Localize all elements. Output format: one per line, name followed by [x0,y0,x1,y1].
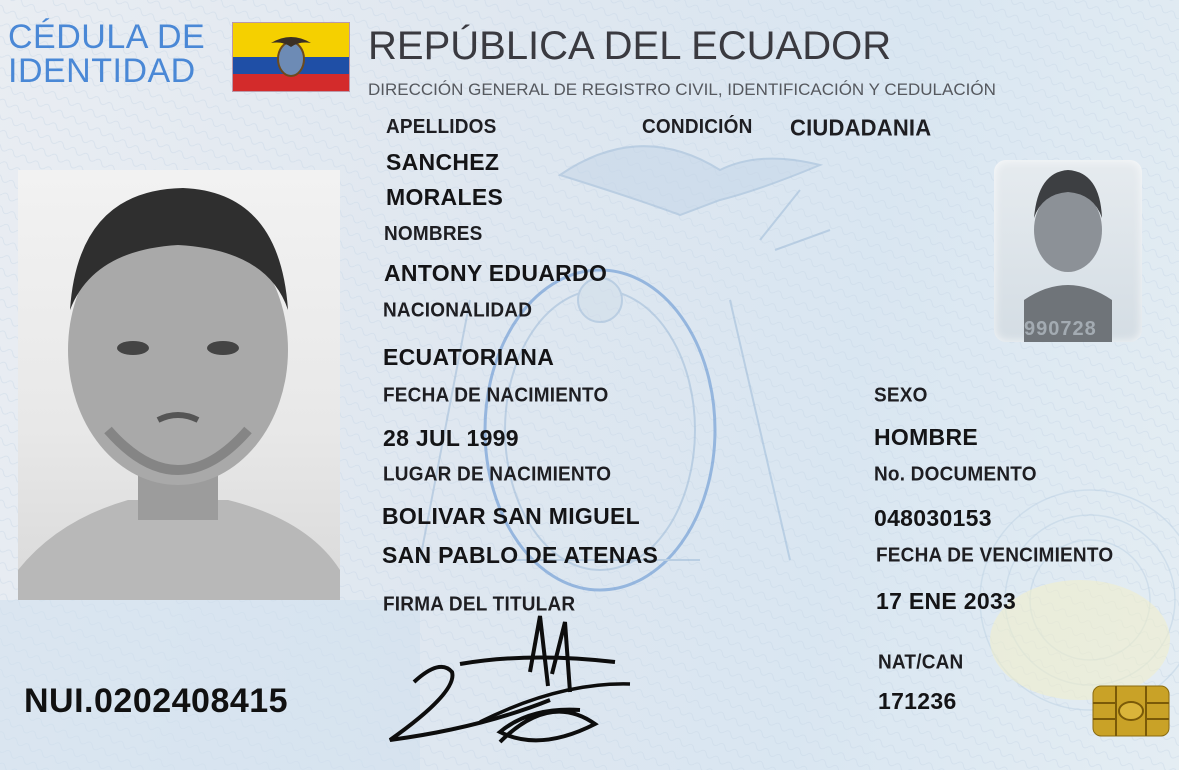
birth-place-line-2: SAN PABLO DE ATENAS [382,542,659,568]
sex-value: HOMBRE [874,424,979,450]
surnames-label: APELLIDOS [386,116,497,139]
birth-place-line-1: BOLIVAR SAN MIGUEL [382,503,640,529]
ghost-photo [994,160,1142,342]
expiry-value: 17 ENE 2033 [876,588,1017,614]
holder-signature [380,612,650,752]
portrait-image [18,170,340,600]
country-name: REPÚBLICA DEL ECUADOR [368,24,892,68]
flag-emblem-icon [233,23,349,91]
nationality-value: ECUATORIANA [383,344,555,370]
surname-2: MORALES [386,184,504,210]
holder-photo [18,170,340,600]
nationality-label: NACIONALIDAD [383,299,533,322]
document-type-title: CÉDULA DE IDENTIDAD [8,18,206,90]
natcan-label: NAT/CAN [878,651,964,674]
signature-label: FIRMA DEL TITULAR [383,593,576,616]
chip-icon [1092,685,1170,737]
document-number-value: 048030153 [874,505,992,531]
ecuador-flag [232,22,350,92]
birth-date-value: 28 JUL 1999 [383,425,519,451]
nui-number: NUI.0202408415 [24,682,289,720]
document-number-label: No. DOCUMENTO [874,463,1037,486]
surname-1: SANCHEZ [386,149,500,175]
condition-value: CIUDADANIA [790,114,932,141]
condition-label: CONDICIÓN [642,116,753,139]
ghost-portrait-image [994,160,1142,342]
birth-date-label: FECHA DE NACIMIENTO [383,384,609,407]
birth-place-label: LUGAR DE NACIMIENTO [383,463,612,486]
names-value: ANTONY EDUARDO [384,260,608,286]
expiry-label: FECHA DE VENCIMIENTO [876,544,1114,567]
issuing-agency: DIRECCIÓN GENERAL DE REGISTRO CIVIL, IDENTIFICACIÓN Y CEDULACIÓN [368,80,996,99]
ghost-number: 990728 [1024,318,1097,340]
sex-label: SEXO [874,384,928,407]
natcan-value: 171236 [878,688,957,714]
names-label: NOMBRES [384,223,483,246]
